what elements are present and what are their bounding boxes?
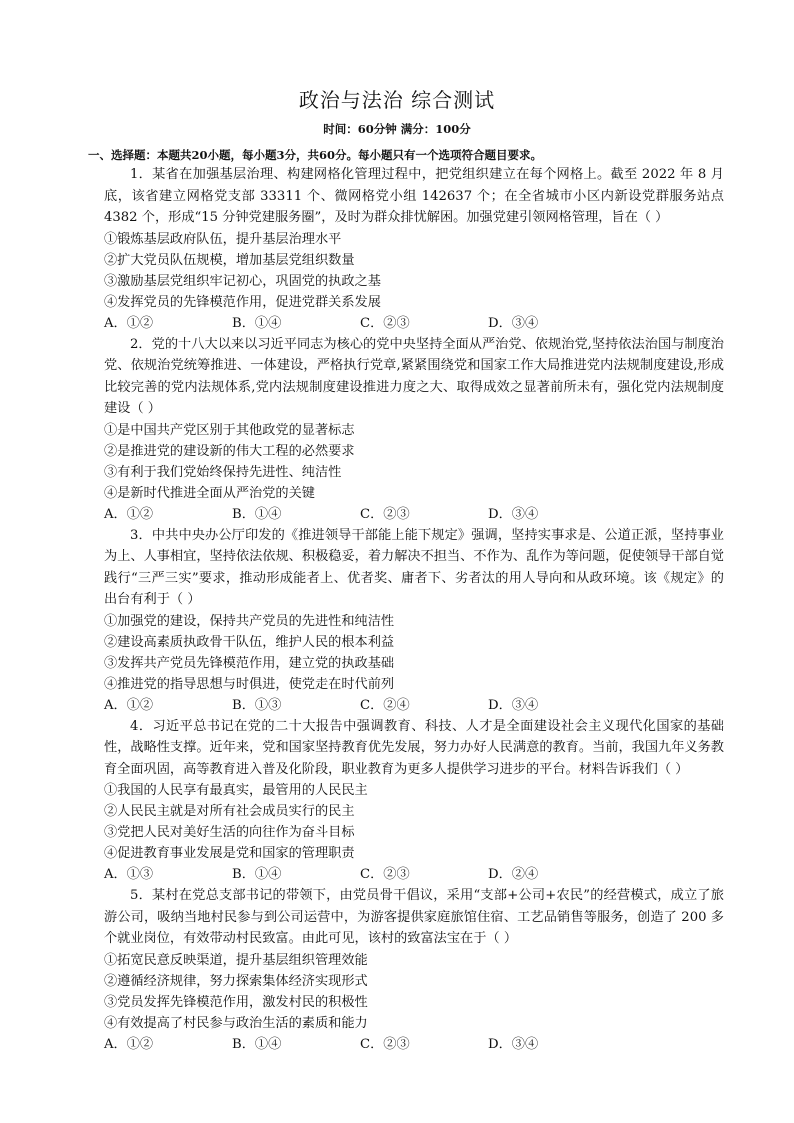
question-option: ②建设高素质执政骨干队伍，维护人民的根本利益 [104,634,395,650]
question-option: ③党员发挥先锋模范作用，激发村民的积极性 [104,994,368,1010]
question [104,164,724,334]
answer-choice: B．①④ [232,1036,282,1052]
answer-choice: D．③④ [488,315,539,331]
answer-choice: A．①② [104,1036,154,1052]
answer-choice: C．②③ [360,867,410,882]
answer-choice: C．②③ [360,1036,410,1052]
answer-choices [104,695,724,716]
question [104,885,724,1055]
answer-choice: C．②③ [360,315,410,331]
question-stem: 3．中共中央办公厅印发的《推进领导干部能上能下规定》强调，坚持实事求是、公道正派，坚持事业为上、人事相宜，坚持依法依规、积极稳妥，着力解决不担当、不作为、乱作为等问题，促使领导干部自觉践行“三严三实”要求，推动形成能者上、优者奖、庸者下、劣者汰的用人导向和从政环境。该《规定》的出台有利于（ ） [104,527,724,607]
answer-choice: A．①③ [104,867,154,882]
question-stem: 5．某村在党总支部书记的带领下，由党员骨干倡议，采用“支部+公司+农民”的经营模式，成立了旅游公司，吸纳当地村民参与到公司运营中，为游客提供家庭旅馆住宿、工艺品销售等服务，创造了 200 多个就业岗位，有效带动村民致富。由此可见，该村的致富法宝在于（ ） [104,888,724,946]
question-option: ①是中国共产党区别于其他政党的显著标志 [104,422,355,438]
question-option: ③有利于我们党始终保持先进性、纯洁性 [104,464,342,480]
question [104,716,724,886]
question-stem: 4．习近平总书记在党的二十大报告中强调教育、科技、人才是全面建设社会主义现代化国家的基础性，战略性支撑。近年来，党和国家坚持教育优先发展，努力办好人民满意的教育。当前，我国九年义务教育全面巩固，高等教育进入普及化阶段，职业教育为更多人提供学习进步的平台。材料告诉我们（ ） [104,718,724,777]
question-option: ②遵循经济规律，努力探索集体经济实现形式 [104,973,368,989]
answer-choices [104,864,724,885]
question-option: ③党把人民对美好生活的向往作为奋斗目标 [104,825,355,840]
answer-choice: D．②④ [488,867,539,882]
question-option: ④有效提高了村民参与政治生活的素质和能力 [104,1015,368,1031]
answer-choices [104,504,724,525]
question-option: ③发挥共产党员先锋模范作用，建立党的执政基础 [104,655,395,671]
answer-choice: B．①④ [232,867,282,882]
question-stem: 1．某省在加强基层治理、构建网格化管理过程中，把党组织建立在每个网格上。截至 2022 年 8 月底，该省建立网格党支部 33311 个、微网格党小组 142637 个；在全省城市小区内新设党群服务站点 4382 个，形成“15 分钟党建服务圈”，及时为群众排忧解困。加强党建引领网格管理，旨在（ ） [104,167,724,225]
answer-choice: C．②③ [360,506,410,522]
question-option: ④发挥党员的先锋模范作用，促进党群关系发展 [104,294,381,310]
page-title: 政治与法治 综合测试 [298,88,496,112]
answer-choice: B．①③ [232,697,282,713]
question-option: ②扩大党员队伍规模，增加基层党组织数量 [104,252,355,268]
answer-choice: B．①④ [232,506,282,522]
question-option: ①加强党的建设，保持共产党员的先进性和纯洁性 [104,613,395,629]
answer-choice: A．①② [104,315,154,331]
answer-choice: B．①④ [232,315,282,331]
answer-choice: D．③④ [488,1036,539,1052]
question [104,334,724,525]
question-option: ③激励基层党组织牢记初心，巩固党的执政之基 [104,273,381,289]
question-option: ①锻炼基层政府队伍，提升基层治理水平 [104,231,342,247]
answer-choice: C．②④ [360,697,410,713]
question-option: ②人民民主就是对所有社会成员实行的民主 [104,804,355,819]
answer-choices [104,313,724,334]
answer-choice: D．③④ [488,697,539,713]
question-list [104,164,724,1055]
question-option: ④是新时代推进全面从严治党的关键 [104,485,315,501]
answer-choice: A．①② [104,697,154,713]
question [104,525,724,716]
question-option: ④促进教育事业发展是党和国家的管理职责 [104,846,355,861]
question-option: ④推进党的指导思想与时俱进，使党走在时代前列 [104,676,395,692]
answer-choices [104,1034,724,1055]
exam-meta: 时间：60分钟 满分：100分 [323,122,471,136]
answer-choice: A．①② [104,506,154,522]
section-heading: 一、选择题：本题共20小题，每小题3分，共60分。每小题只有一个选项符合题目要求。 [88,148,543,162]
question-option: ②是推进党的建设新的伟大工程的必然要求 [104,443,355,459]
answer-choice: D．③④ [488,506,539,522]
question-option: ①我国的人民享有最真实，最管用的人民民主 [104,783,368,798]
question-option: ①拓宽民意反映渠道，提升基层组织管理效能 [104,952,368,968]
question-stem: 2．党的十八大以来以习近平同志为核心的党中央坚持全面从严治党、依规治党,坚持依法治国与制度治党、依规治党统筹推进、一体建设，严格执行党章,紧紧围绕党和国家工作大局推进党内法规制度建设,形成比较完善的党内法规体系,党内法规制度建设推进力度之大、取得成效之显著前所未有，强化党内法规制度建设（ ） [104,336,724,416]
